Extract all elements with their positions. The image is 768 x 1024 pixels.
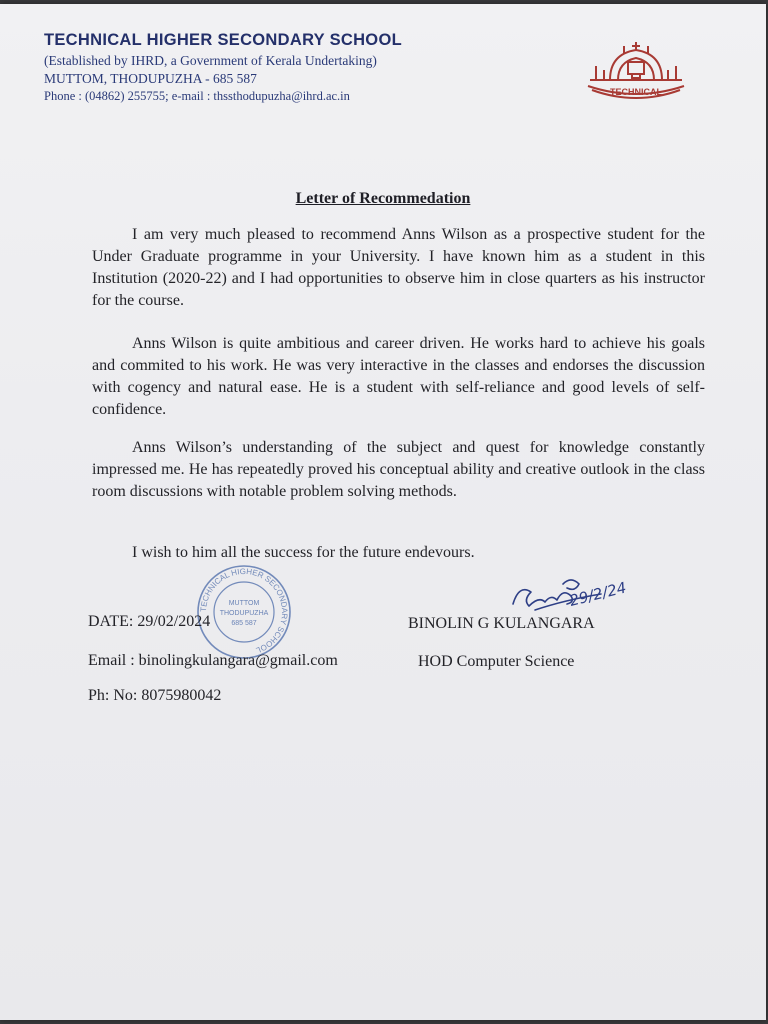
signatory-title: HOD Computer Science [418,653,575,670]
stamp-line-3: 685 587 [231,620,257,627]
paragraph-1: I am very much pleased to recommend Anns Wilson as a prospective student for the Under Graduate programme in your University. I have known him as a student in this Institution (2020-22) and I had opportunities to observe him in close quarters as his instructor for the course. [92,226,705,309]
signatory-phone: Ph: No: 8075980042 [88,687,222,704]
signatory-name: BINOLIN G KULANGARA [408,615,595,632]
school-name: TECHNICAL HIGHER SECONDARY SCHOOL [44,31,402,49]
handwritten-date: 29/2/24 [567,578,629,610]
letter-page [0,4,766,1020]
establishment-note: (Established by IHRD, a Government of Kerala Undertaking) [44,53,377,68]
paragraph-2: Anns Wilson is quite ambitious and career driven. He works hard to achieve his goals and commited to his work. He was very interactive in the classes and endorses the discussion with cogency and natural ease. He is a student with self-reliance and good levels of self-confidence. [92,335,705,418]
stamp-line-2: THODUPUZHA [219,610,269,617]
logo-text: TECHNICAL [610,87,662,97]
school-address: MUTTOM, THODUPUZHA - 685 587 [44,71,257,86]
letter-title: Letter of Recommedation [295,190,471,207]
handwritten-signature [505,570,645,620]
stamp-ring-text: TECHNICAL HIGHER SECONDARY SCHOOL [198,566,290,655]
school-contact: Phone : (04862) 255755; e-mail : thssthodupuzha@ihrd.ac.in [44,89,350,103]
stamp-line-1: MUTTOM [228,600,260,607]
paragraph-4: I wish to him all the success for the future endevours. [132,544,475,561]
paragraph-3: Anns Wilson’s understanding of the subject and quest for knowledge constantly impressed me. He has repeatedly proved his conceptual ability and creative outlook in the class room discussions with notable problem solving methods. [92,439,705,500]
school-stamp [196,564,292,660]
letter-date: DATE: 29/02/2024 [88,613,211,630]
signatory-email: Email : binolingkulangara@gmail.com [88,652,338,669]
school-logo [580,40,692,104]
